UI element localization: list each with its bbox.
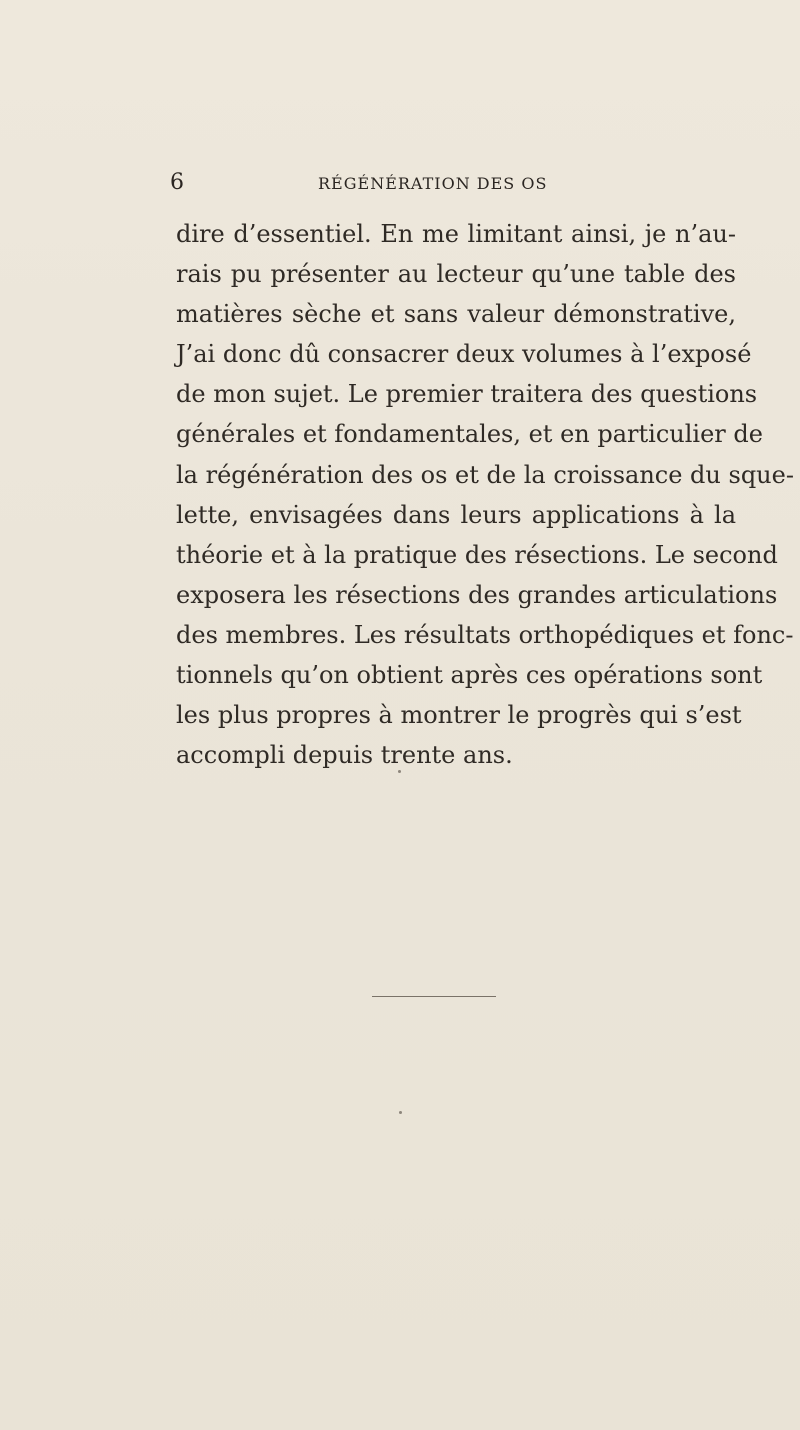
text-line: théorie et à la pratique des résections. Le second [176, 540, 778, 569]
text-line: accompli depuis trente ans. [176, 741, 513, 770]
text-line: tionnels qu’on obtient après ces opérations sont [176, 661, 763, 690]
text-line: des membres. Les résultats orthopédiques et fonc- [176, 620, 794, 649]
text-line: les plus propres à montrer le progrès qui s’est [176, 701, 742, 730]
body-text [176, 214, 794, 775]
text-line: rais pu présenter au lecteur qu’une table des [176, 260, 736, 289]
text-line: lette, envisagées dans leurs applications à la [176, 500, 736, 529]
text-line: la régénération des os et de la croissance du sque- [176, 460, 794, 489]
running-head: RÉGÉNÉRATION DES OS [318, 174, 548, 193]
text-line: exposera les résections des grandes articulations [176, 580, 778, 609]
text-line: J’ai donc dû consacrer deux volumes à l’exposé [176, 340, 752, 369]
section-divider [372, 996, 496, 997]
text-line: générales et fondamentales, et en particulier de [176, 420, 763, 449]
text-line: matières sèche et sans valeur démonstrative, [176, 300, 736, 329]
text-line: de mon sujet. Le premier traitera des questions [176, 380, 758, 409]
ink-speck [399, 1111, 402, 1114]
ink-speck [398, 770, 401, 773]
text-line: dire d’essentiel. En me limitant ainsi, je n’au- [176, 220, 736, 248]
page-number: 6 [170, 170, 184, 195]
